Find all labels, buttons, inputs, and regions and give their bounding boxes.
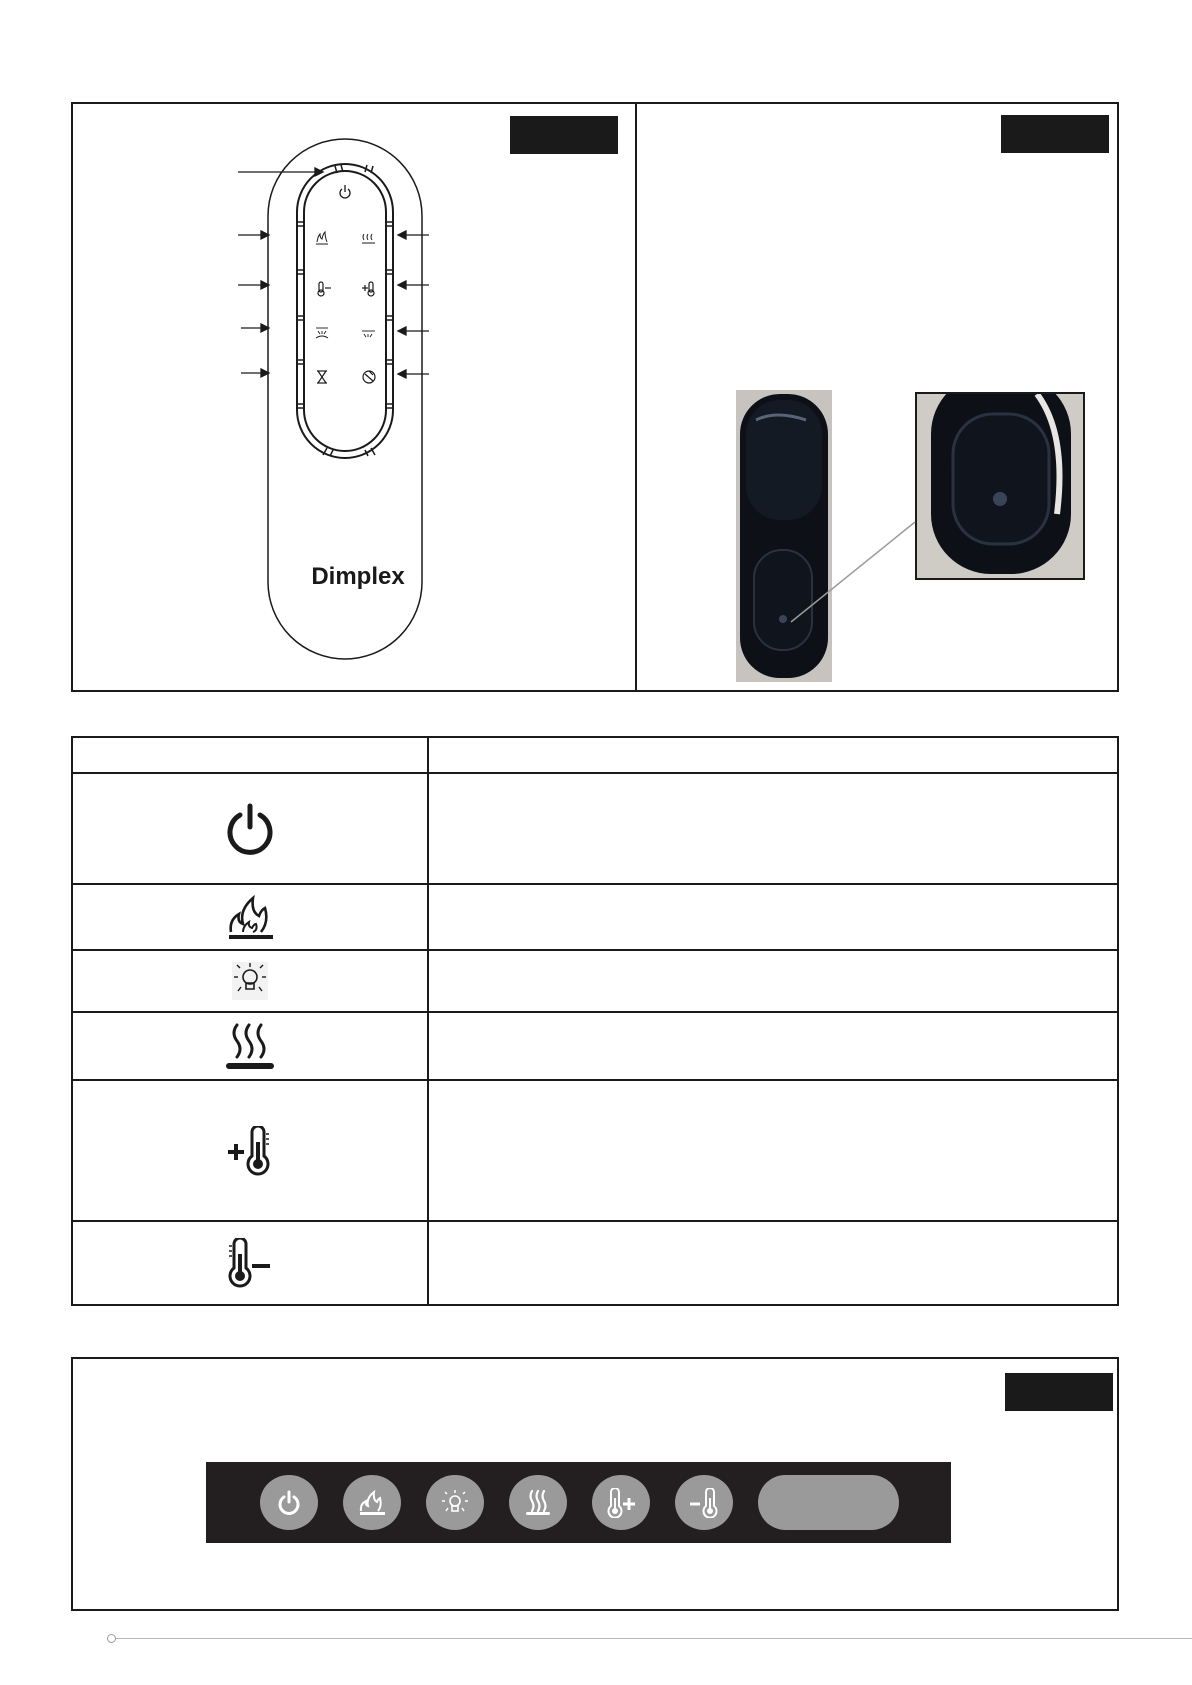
table-cell-icon: [72, 950, 428, 1012]
table-cell-description: [428, 950, 1118, 1012]
panel-divider: [635, 104, 637, 690]
light-bulb-icon: [440, 1488, 470, 1518]
remote-temp-down-icon: [318, 282, 331, 296]
table-cell-icon: [72, 1221, 428, 1305]
temperature-display: [758, 1475, 899, 1530]
table-cell-description: [428, 884, 1118, 950]
remote-light-flame-icon: [316, 328, 328, 338]
table-cell-icon: [72, 884, 428, 950]
control-panel: [206, 1462, 951, 1543]
remote-back-zoom-photo: [915, 392, 1085, 580]
temperature-up-button[interactable]: [592, 1475, 650, 1530]
remote-heat-icon: [362, 234, 375, 243]
function-table: [71, 736, 1119, 1306]
power-icon: [276, 1490, 302, 1516]
remote-temp-up-icon: [362, 282, 374, 296]
heat-icon: [223, 1021, 277, 1071]
remote-illustration: [73, 104, 635, 690]
footer-rule: [116, 1638, 1192, 1639]
flame-icon: [357, 1489, 387, 1517]
table-row: [72, 1080, 1118, 1221]
flame-icon: [225, 892, 275, 942]
table-cell-icon: [72, 773, 428, 884]
heat-icon: [523, 1489, 553, 1517]
table-row: [72, 1221, 1118, 1305]
remote-power-icon: [340, 185, 350, 198]
table-row: [72, 773, 1118, 884]
table-row: [72, 884, 1118, 950]
footer-marker: [107, 1634, 116, 1643]
table-header-function: [428, 737, 1118, 773]
table-cell-description: [428, 1012, 1118, 1080]
remote-brand-logo: Dimplex: [311, 563, 405, 590]
temperature-down-icon: [226, 1238, 274, 1288]
figure-panel-bottom: [71, 1357, 1119, 1611]
temperature-down-icon: [688, 1488, 720, 1518]
figure-tag-control-panel: [1005, 1373, 1113, 1411]
remote-back-photo: [736, 390, 832, 682]
table-row: [72, 950, 1118, 1012]
power-icon: [225, 803, 275, 855]
temperature-down-button[interactable]: [675, 1475, 733, 1530]
table-header-row: [72, 737, 1118, 773]
light-button[interactable]: [426, 1475, 484, 1530]
remote-color-icon: [363, 371, 375, 383]
remote-button-ring: [297, 164, 393, 458]
light-bulb-icon: [230, 960, 270, 1002]
table-cell-description: [428, 1080, 1118, 1221]
temperature-up-icon: [605, 1488, 637, 1518]
heat-button[interactable]: [509, 1475, 567, 1530]
remote-timer-icon: [317, 371, 327, 383]
temperature-up-icon: [226, 1126, 274, 1176]
figure-panel-top: [71, 102, 1119, 692]
table-header-icon: [72, 737, 428, 773]
table-cell-icon: [72, 1012, 428, 1080]
figure-tag-photo: [1001, 115, 1109, 153]
table-cell-description: [428, 773, 1118, 884]
flame-button[interactable]: [343, 1475, 401, 1530]
table-cell-description: [428, 1221, 1118, 1305]
table-row: [72, 1012, 1118, 1080]
table-cell-icon: [72, 1080, 428, 1221]
remote-flame-icon: [316, 232, 328, 244]
power-button[interactable]: [260, 1475, 318, 1530]
remote-light-icon: [362, 331, 375, 337]
